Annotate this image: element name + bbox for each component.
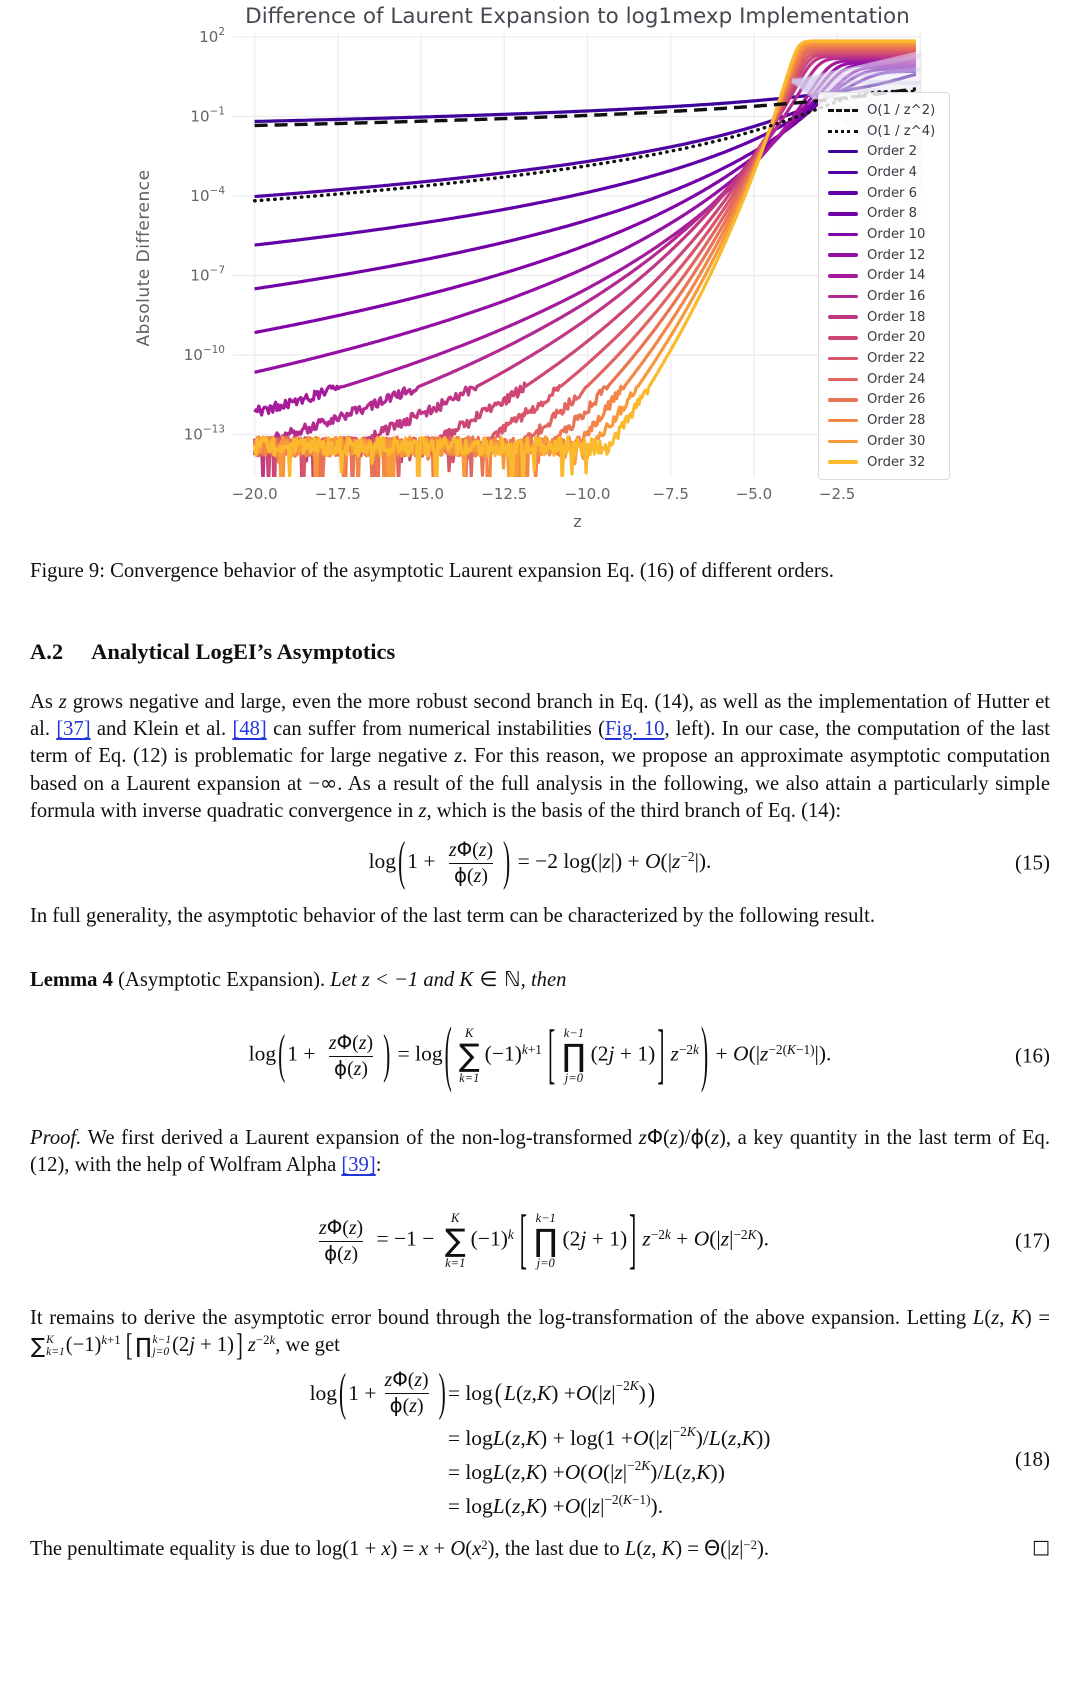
legend-item-order-6 (828, 183, 941, 204)
spacer (310, 1460, 448, 1485)
legend-swatch (828, 315, 858, 319)
legend-item-order-16 (828, 286, 941, 307)
y-axis-label: Absolute Difference (134, 169, 154, 347)
legend-label: Order 8 (867, 206, 918, 222)
equation-18-rows (309, 1362, 771, 1519)
legend-swatch (828, 336, 858, 340)
y-tick-label: $10^{-7}$ (190, 264, 225, 285)
legend-item-order-12 (828, 245, 941, 266)
text-column (30, 558, 1050, 1563)
y-tick-label: $10^2$ (199, 25, 225, 46)
legend-swatch (828, 398, 858, 402)
equation-18-lhs: log ( 1 + $\frac{z\Phi(z)}{\phi(z)}$ ) (309, 1362, 446, 1421)
equation-17 (30, 1193, 1050, 1289)
equation-16 (30, 1008, 1050, 1104)
legend-swatch (828, 191, 858, 195)
chart-legend (818, 92, 950, 480)
y-tick-label: $10^{-1}$ (190, 105, 225, 126)
legend-swatch (828, 233, 858, 237)
legend-swatch (828, 253, 858, 257)
legend-item-order-2 (828, 141, 941, 162)
equation-16-body: log(1 + $\frac{z\Phi(z)}{\phi(z)}$ ) = log( K ∑ k=1 $(-1)^{k+1}$ [ k−1 ∏ j=0 (2j + 1)] $z^{-2k}) + O(|z^{-2(K-1)}|)$. (248, 1012, 832, 1095)
x-tick-label: −17.5 (314, 485, 361, 503)
equation-18-line-1: = log ( L ( z , K ) + O (| z | −2K ) ) (447, 1376, 655, 1408)
y-tick-label: $10^{-10}$ (183, 344, 225, 365)
legend-label: O(1 / z^4) (867, 123, 936, 139)
legend-swatch (828, 130, 858, 133)
legend-swatch (828, 419, 858, 423)
legend-swatch (828, 212, 858, 216)
y-tick-label: $10^{-4}$ (190, 185, 225, 206)
section-number: A.2 (30, 639, 64, 664)
lemma-4: Lemma 4 (Asymptotic Expansion). Let z < −1 and K ∈ ℕ, then (30, 967, 567, 991)
spacer (310, 1426, 448, 1451)
equation-18-tag: (18) (1015, 1447, 1050, 1471)
x-tick-label: −5.0 (735, 485, 773, 503)
chart-title: Difference of Laurent Expansion to log1mexp Implementation (245, 4, 910, 29)
paragraph: As z grows negative and large, even the more robust second branch in Eq. (14), as well as the implementation of Hutter et al. [37] and Klein et al. [48] can suffer from numerical instabilities (Fig. 10, left). In our case, the computation of the last term of Eq. (12) is problematic for large negative z. For this reason, we propose an approximate asymptotic computation based on a Laurent expansion at −∞. As a result of the full analysis in the following, we also attain a particularly simple formula with inverse quadratic convergence in z, which is the basis of the third branch of Eq. (14): (30, 691, 1050, 822)
figure-caption: Figure 9: Convergence behavior of the asymptotic Laurent expansion Eq. (16) of different orders. (30, 560, 834, 582)
figure-9-chart (0, 0, 1080, 542)
citation-link[interactable]: Fig. 10 (604, 718, 665, 740)
legend-swatch (828, 460, 858, 464)
legend-label: O(1 / z^2) (867, 102, 936, 118)
legend-item-order-28 (828, 410, 941, 431)
legend-label: Order 4 (867, 164, 918, 180)
legend-swatch (828, 109, 858, 112)
section-heading (30, 639, 1050, 665)
section-title: Analytical LogEI’s Asymptotics (91, 639, 396, 664)
x-axis-label: z (573, 512, 582, 531)
legend-swatch (828, 378, 858, 382)
qed-tombstone: □ (1032, 1536, 1050, 1559)
legend-label: Order 30 (867, 433, 926, 449)
x-tick-label: −15.0 (398, 485, 445, 503)
legend-item-order-26 (828, 390, 941, 411)
legend-label: Order 10 (867, 226, 926, 242)
x-tick-label: −7.5 (652, 485, 689, 503)
legend-item-order-22 (828, 348, 941, 369)
series-order-14 (255, 61, 916, 415)
legend-swatch (828, 150, 858, 154)
equation-18 (30, 1362, 1050, 1519)
spacer (310, 1494, 448, 1519)
equation-15-body: log(1 + $\frac{z\Phi(z)}{\phi(z)}$ ) = −2 $\log(|z|) + O(|z^{-2}|)$. (368, 831, 712, 892)
x-tick-label: −2.5 (818, 485, 856, 503)
legend-label: Order 14 (867, 268, 926, 284)
equation-17-body: $\frac{z\Phi(z)}{\phi(z)}$ = −1 − K ∑ k=1 $(-1)^k$ [ k−1 ∏ j=0 (2j + 1)] $z^{-2k} + O(|z|^{-2K})$. (318, 1201, 769, 1277)
legend-swatch (828, 171, 858, 175)
paragraph: In full generality, the asymptotic behavior of the last term can be characterized by the following result. (30, 905, 875, 927)
legend-label: Order 2 (867, 144, 918, 160)
proof-paragraph: Proof. We first derived a Laurent expansion of the non-log-transformed zΦ(z)/ϕ(z), a key quantity in the last term of Eq. (12), with the help of Wolfram Alpha [39]: (30, 1125, 1050, 1176)
legend-item-order-20 (828, 328, 941, 349)
x-tick-label: −20.0 (231, 485, 278, 503)
citation-link[interactable]: [39] (341, 1154, 376, 1176)
legend-item-order-30 (828, 431, 941, 452)
equation-17-tag: (17) (1015, 1228, 1050, 1253)
legend-item-order-8 (828, 203, 941, 224)
legend-swatch (828, 274, 858, 278)
equation-18-line-3: = log L ( z , K ) + O ( O (| z | −2K )/ L ( z , K )) (447, 1458, 725, 1485)
legend-label: Order 22 (867, 351, 926, 367)
equation-15 (30, 833, 1050, 893)
legend-item-order-18 (828, 307, 941, 328)
legend-label: Order 12 (867, 247, 926, 263)
legend-item-o-1-z-4- (828, 121, 941, 142)
y-tick-label: $10^{-13}$ (183, 423, 225, 444)
x-tick-label: −12.5 (481, 485, 528, 503)
legend-label: Order 24 (867, 371, 926, 387)
equation-15-tag: (15) (1015, 850, 1050, 875)
legend-label: Order 6 (867, 185, 918, 201)
closing-text: The penultimate equality is due to $\log(1 + x) = x + O(x^2)$, the last due to L(z, $K) = \Theta(|z|^{-2})$. (30, 1536, 769, 1561)
legend-label: Order 26 (867, 392, 926, 408)
legend-item-order-10 (828, 224, 941, 245)
legend-item-order-14 (828, 266, 941, 287)
legend-item-o-1-z-2- (828, 100, 941, 121)
legend-item-order-32 (828, 452, 941, 473)
equation-16-tag: (16) (1015, 1043, 1050, 1068)
citation-link[interactable]: [37] (56, 718, 91, 740)
equation-18-line-4: = log L ( z , K ) + O (| z | −2(K−1) ). (447, 1492, 664, 1519)
legend-label: Order 20 (867, 330, 926, 346)
legend-item-order-24 (828, 369, 941, 390)
citation-link[interactable]: [48] (232, 718, 267, 740)
legend-label: Order 28 (867, 413, 926, 429)
legend-swatch (828, 357, 858, 361)
closing-paragraph (30, 1535, 1050, 1563)
legend-item-order-4 (828, 162, 941, 183)
reference-dotted (255, 91, 916, 201)
legend-label: Order 16 (867, 289, 926, 305)
legend-swatch (828, 295, 858, 299)
legend-label: Order 18 (867, 309, 926, 325)
paragraph: It remains to derive the asymptotic error bound through the log-transformation of the above expansion. Letting L(z, K) = ∑ K k=1 $(-1)^{k+1}$ [ ∏ k−1 j=0 (2j + 1)] $z^{-2k}$, we get (30, 1307, 1051, 1363)
legend-swatch (828, 440, 858, 444)
x-tick-label: −10.0 (564, 485, 611, 503)
equation-18-line-2: = log L ( z , K ) + log(1 + O (| z | −2K )/ L ( z , K )) (447, 1424, 771, 1451)
legend-label: Order 32 (867, 454, 926, 470)
